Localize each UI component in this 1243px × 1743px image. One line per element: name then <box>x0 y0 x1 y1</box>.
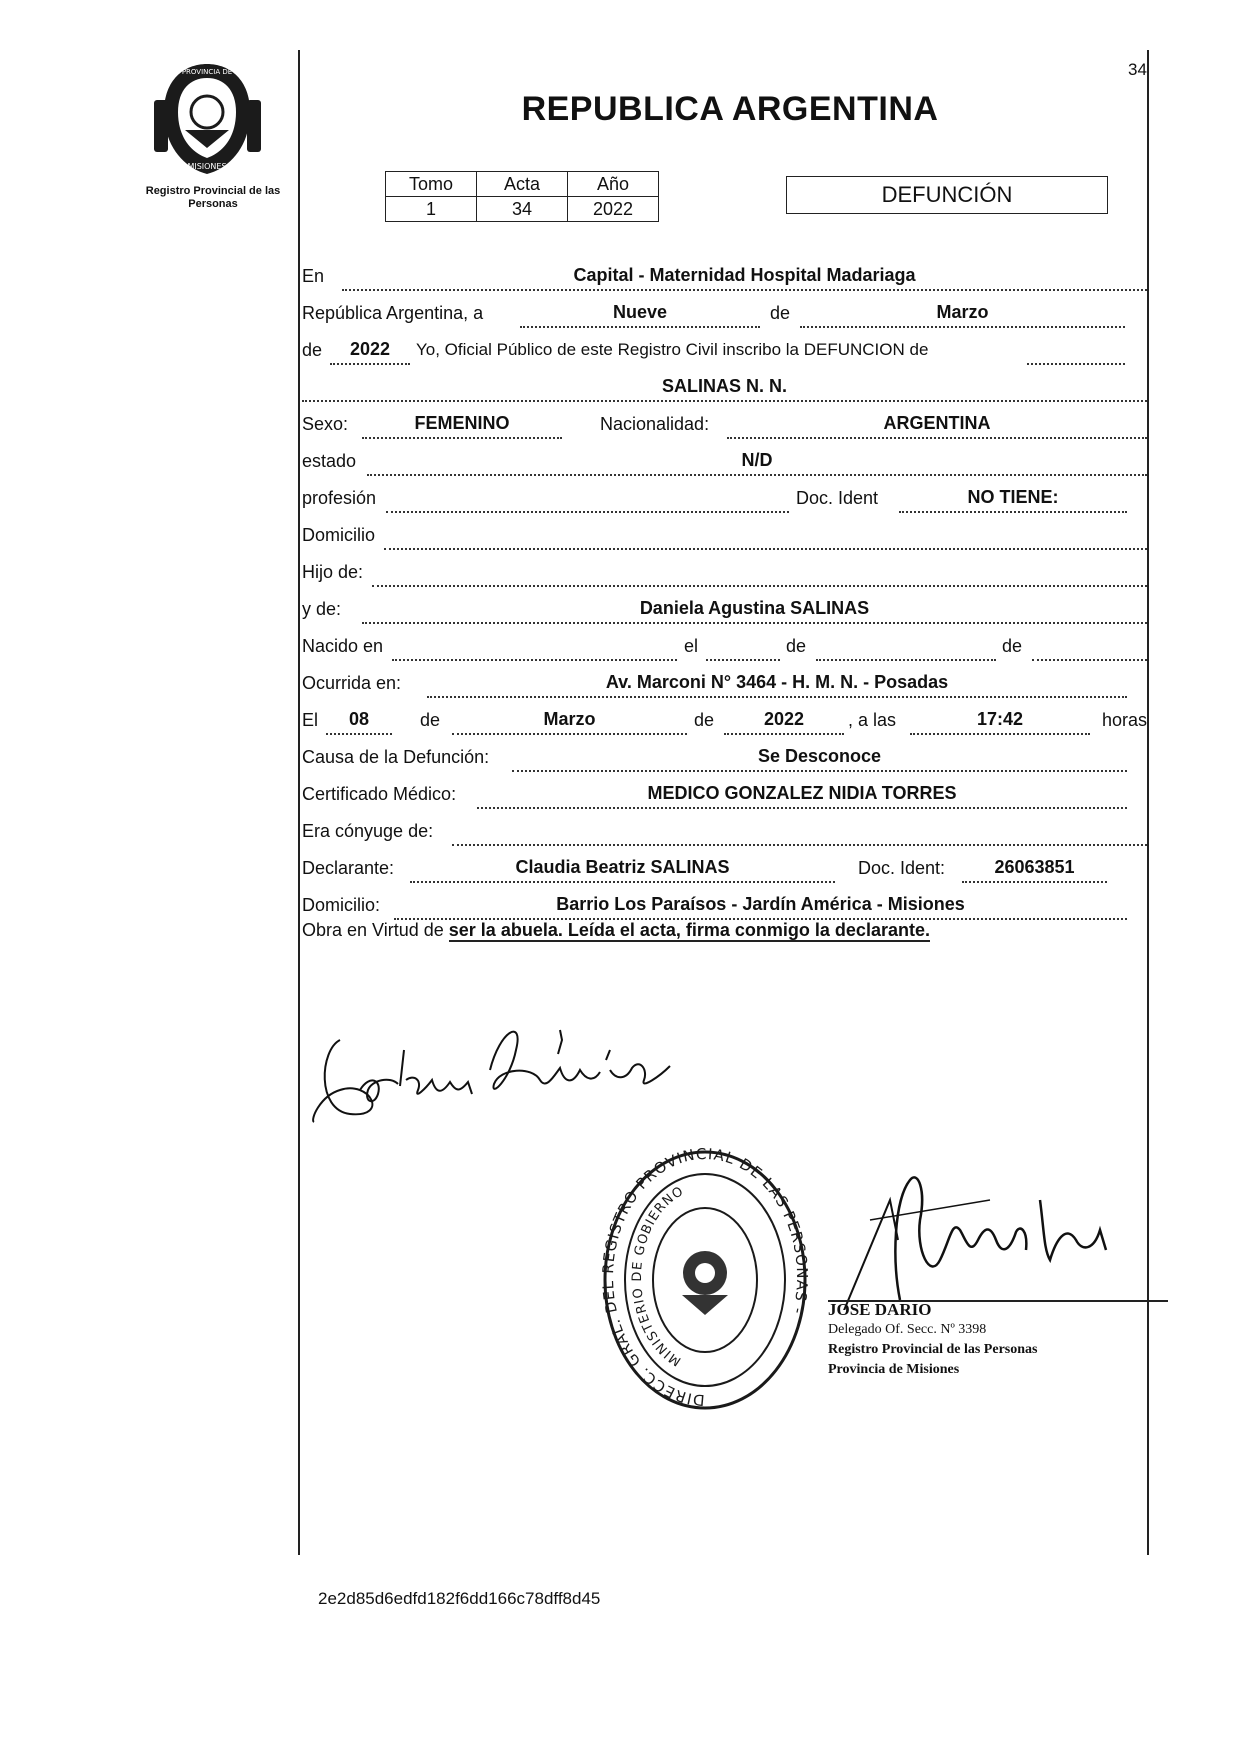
row-profesion <box>302 485 1150 515</box>
el-label: el <box>684 636 699 656</box>
nacionalidad-field: ARGENTINA <box>727 413 1147 439</box>
horas-label: horas <box>1102 710 1148 730</box>
deceased-name-field: SALINAS N. N. <box>302 376 1147 402</box>
de-label-3: de <box>786 636 807 656</box>
row-hijo <box>302 559 1150 589</box>
hijo-field <box>372 561 1147 587</box>
estado-label: estado <box>302 451 357 471</box>
nacido-month-field <box>816 635 996 661</box>
record-table <box>385 171 659 222</box>
death-day-field: 08 <box>326 709 392 735</box>
el2-label: El <box>302 710 319 730</box>
record-value-tomo: 1 <box>386 197 477 222</box>
seal-inner-text: MINISTERIO DE GOBIERNO <box>630 1183 687 1369</box>
en-field: Capital - Maternidad Hospital Madariaga <box>342 265 1147 291</box>
causa-field: Se Desconoce <box>512 746 1127 772</box>
province-coat-of-arms <box>150 60 265 180</box>
row-certificado <box>302 781 1150 811</box>
month-field: Marzo <box>800 302 1125 328</box>
doc-ident-field: NO TIENE: <box>899 487 1127 513</box>
profesion-label: profesión <box>302 488 377 508</box>
row-decl-domicilio <box>302 892 1150 922</box>
de-label-2: de <box>302 340 323 360</box>
signer-title: Delegado Of. Secc. Nº 3398 <box>828 1322 987 1337</box>
row-conyuge <box>302 818 1150 848</box>
estado-field: N/D <box>367 450 1147 476</box>
nacido-day-field <box>706 635 780 661</box>
row-causa <box>302 744 1150 774</box>
logo-text-bottom: MISIONES <box>187 162 227 171</box>
nacido-label: Nacido en <box>302 636 384 656</box>
death-time-field: 17:42 <box>910 709 1090 735</box>
row-en <box>302 263 1150 293</box>
record-value-row <box>386 197 659 222</box>
row-fecha-defuncion <box>302 707 1150 737</box>
conyuge-field <box>452 820 1147 846</box>
hijo-label: Hijo de: <box>302 562 364 582</box>
ocurrida-label: Ocurrida en: <box>302 673 402 693</box>
row-nacido <box>302 633 1150 663</box>
decl-domicilio-label: Domicilio: <box>302 895 381 915</box>
nacido-year-field <box>1032 635 1147 661</box>
yo-trailing-dots <box>1027 339 1125 365</box>
record-header-ano: Año <box>568 172 659 197</box>
country-title: REPUBLICA ARGENTINA <box>521 90 939 128</box>
row-deceased-name <box>302 374 1150 404</box>
official-signature <box>830 1160 1150 1310</box>
record-type-box: DEFUNCIÓN <box>786 176 1108 214</box>
seal-outer-text: DIRECC. GRAL. DEL REGISTRO PROVINCIAL DE LAS PERSONAS - <box>600 1145 810 1410</box>
record-header-row <box>386 172 659 197</box>
signer-block <box>828 1300 1037 1380</box>
declarant-signature <box>310 1010 730 1130</box>
left-margin-line <box>298 50 300 1555</box>
de-label-1: de <box>770 303 791 323</box>
conyuge-label: Era cónyuge de: <box>302 821 434 841</box>
registry-caption: Registro Provincial de las Personas <box>145 185 281 210</box>
decl-doc-label: Doc. Ident: <box>858 858 946 878</box>
row-domicilio <box>302 522 1150 552</box>
decl-doc-field: 26063851 <box>962 857 1107 883</box>
row-declarante <box>302 855 1150 885</box>
row-y-de <box>302 596 1150 626</box>
doc-ident-label: Doc. Ident <box>796 488 879 508</box>
en-label: En <box>302 266 325 286</box>
day-field: Nueve <box>520 302 760 328</box>
obra-field: ser la abuela. Leída el acta, firma conmigo la declarante. <box>448 920 930 940</box>
yo-text: Yo, Oficial Público de este Registro Civil inscribo la DEFUNCION de <box>416 340 929 359</box>
record-value-acta: 34 <box>477 197 568 222</box>
y-de-field: Daniela Agustina SALINAS <box>362 598 1147 624</box>
row-ocurrida <box>302 670 1150 700</box>
causa-label: Causa de la Defunción: <box>302 747 490 767</box>
record-value-ano: 2022 <box>568 197 659 222</box>
death-month-field: Marzo <box>452 709 687 735</box>
year-field: 2022 <box>330 339 410 365</box>
y-de-label: y de: <box>302 599 342 619</box>
sexo-field: FEMENINO <box>362 413 562 439</box>
profesion-field <box>386 487 789 513</box>
page-number: 34 <box>1128 60 1147 79</box>
de-label-6: de <box>694 710 715 730</box>
de-label-5: de <box>420 710 441 730</box>
row-sexo <box>302 411 1150 441</box>
domicilio-label: Domicilio <box>302 525 376 545</box>
a-las-label: , a las <box>848 710 897 730</box>
record-header-tomo: Tomo <box>386 172 477 197</box>
official-seal <box>600 1145 810 1415</box>
signer-name: JOSE DARIO <box>828 1300 932 1319</box>
domicilio-field <box>384 524 1147 550</box>
ocurrida-field: Av. Marconi N° 3464 - H. M. N. - Posadas <box>427 672 1127 698</box>
obra-label: Obra en Virtud de <box>302 920 444 940</box>
row-anio-inscripcion <box>302 337 1150 367</box>
declarante-label: Declarante: <box>302 858 395 878</box>
record-header-acta: Acta <box>477 172 568 197</box>
decl-domicilio-field: Barrio Los Paraísos - Jardín América - Misiones <box>394 894 1127 920</box>
declarante-field: Claudia Beatriz SALINAS <box>410 857 835 883</box>
certificado-label: Certificado Médico: <box>302 784 457 804</box>
row-estado <box>302 448 1150 478</box>
certificado-field: MEDICO GONZALEZ NIDIA TORRES <box>477 783 1127 809</box>
nacionalidad-label: Nacionalidad: <box>600 414 710 434</box>
document-hash: 2e2d85d6edfd182f6dd166c78dff8d45 <box>318 1589 601 1608</box>
nacido-field <box>392 635 677 661</box>
signer-registry: Registro Provincial de las Personas <box>828 1342 1038 1357</box>
row-fecha-inscripcion <box>302 300 1150 330</box>
logo-text-top: PROVINCIA DE <box>181 68 233 76</box>
republica-label: República Argentina, a <box>302 303 484 323</box>
de-label-4: de <box>1002 636 1023 656</box>
death-year-field: 2022 <box>724 709 844 735</box>
row-obra <box>302 920 930 941</box>
signer-province: Provincia de Misiones <box>828 1362 960 1377</box>
sexo-label: Sexo: <box>302 414 349 434</box>
